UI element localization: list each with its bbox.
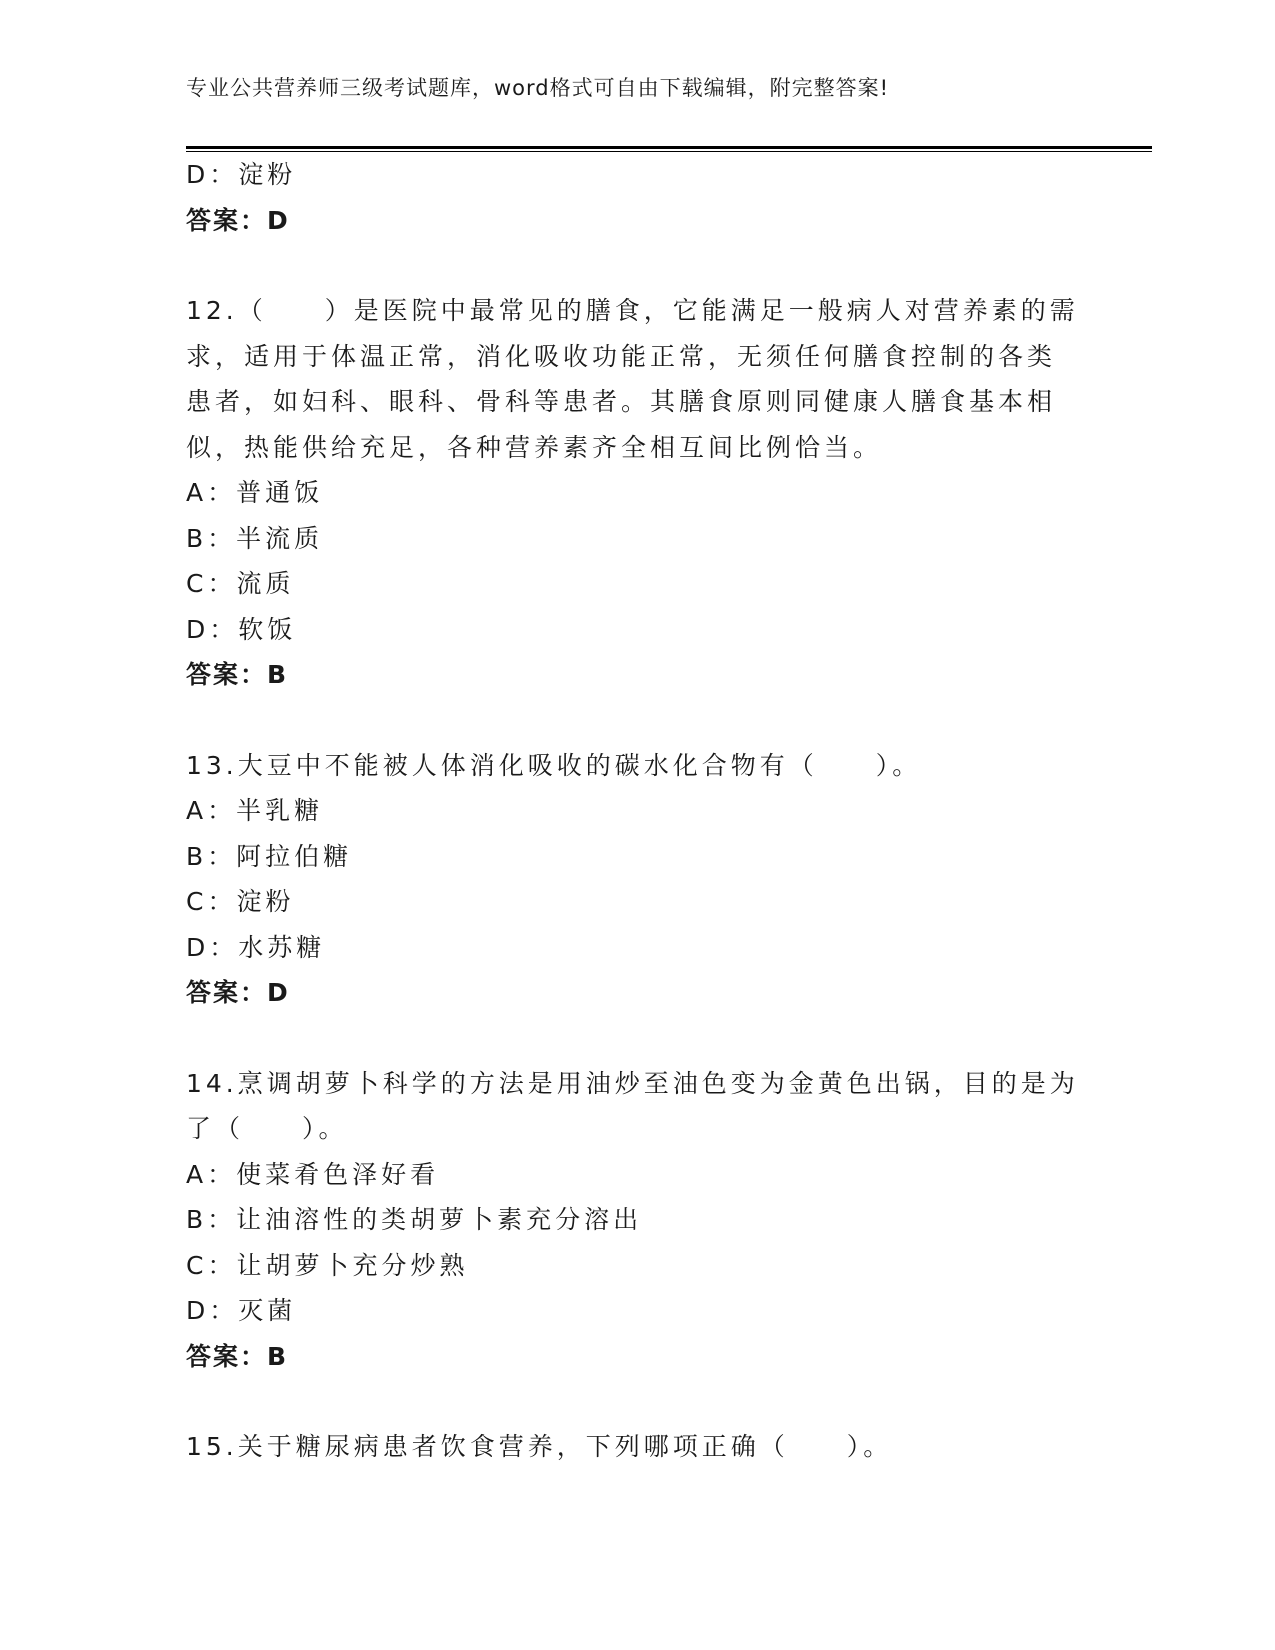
- document-body: [186, 152, 1086, 1470]
- option-d: D：灭菌: [186, 1296, 297, 1325]
- answer: 答案：D: [186, 205, 290, 235]
- option-c: C：淀粉: [186, 887, 295, 916]
- question-text-line: 12.（ ）是医院中最常见的膳食，它能满足一般病人对营养素的需: [186, 296, 1079, 325]
- question-13: [186, 743, 1086, 1016]
- option-b: B：让油溶性的类胡萝卜素充分溶出: [186, 1205, 643, 1234]
- question-text-line: 14.烹调胡萝卜科学的方法是用油炒至油色变为金黄色出锅，目的是为: [186, 1068, 1079, 1098]
- question-text-line: 求，适用于体温正常，消化吸收功能正常，无须任何膳食控制的各类: [186, 341, 1057, 371]
- option-d: D：水苏糖: [186, 932, 326, 962]
- answer: 答案：D: [186, 978, 290, 1007]
- option-b: B：阿拉伯糖: [186, 841, 353, 871]
- option-a: A：使菜肴色泽好看: [186, 1159, 440, 1189]
- question-text-line: 了（ ）。: [186, 1114, 348, 1143]
- option-d: D：软饭: [186, 614, 297, 644]
- question-text-line: 患者，如妇科、眼科、骨科等患者。其膳食原则同健康人膳食基本相: [186, 387, 1057, 416]
- option-c: C：流质: [186, 569, 295, 598]
- option-a: A：半乳糖: [186, 796, 324, 825]
- question-text-line: 13.大豆中不能被人体消化吸收的碳水化合物有（ ）。: [186, 750, 922, 780]
- answer: 答案：B: [186, 660, 289, 689]
- answer: 答案：B: [186, 1341, 289, 1371]
- option-d: D：淀粉: [186, 160, 297, 189]
- page-header: 专业公共营养师三级考试题库，word格式可自由下载编辑，附完整答案!: [186, 76, 890, 100]
- option-c: C：让胡萝卜充分炒熟: [186, 1250, 469, 1280]
- question-text-line: 15.关于糖尿病患者饮食营养，下列哪项正确（ ）。: [186, 1432, 893, 1461]
- question-15: [186, 1424, 1086, 1470]
- option-a: A：普通饭: [186, 478, 324, 507]
- question-12: [186, 288, 1086, 698]
- question-text-line: 似，热能供给充足，各种营养素齐全相互间比例恰当。: [186, 432, 883, 462]
- question-14: [186, 1061, 1086, 1380]
- option-b: B：半流质: [186, 523, 324, 553]
